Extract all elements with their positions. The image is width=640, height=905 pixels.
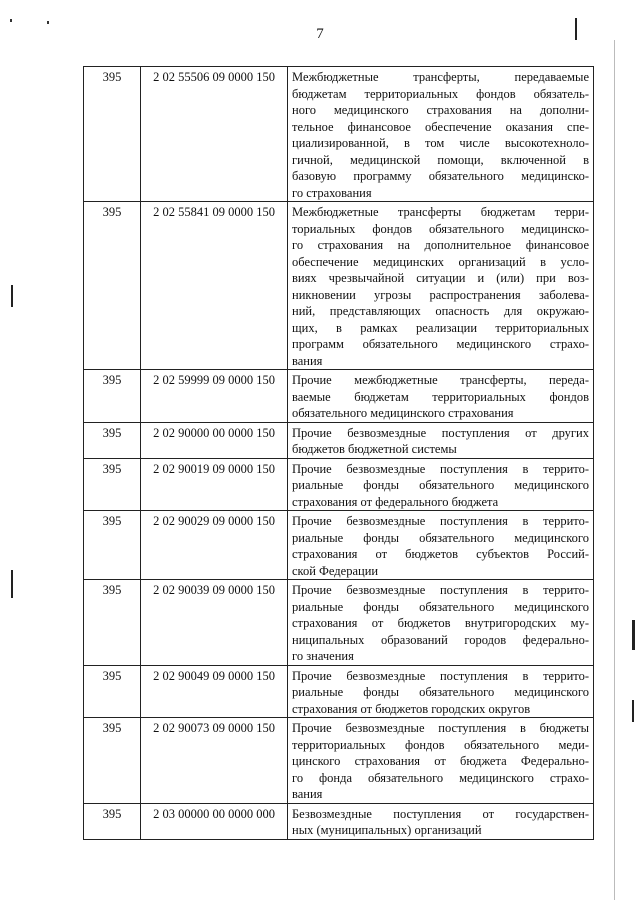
- description-line: ного медицинского страхования на дополни-: [292, 103, 589, 117]
- description-line: го страхования: [292, 185, 372, 200]
- admin-code-cell: 395: [84, 665, 141, 718]
- description-cell: [288, 422, 594, 458]
- table-row: [84, 718, 594, 804]
- description-line: Межбюджетные трансферты бюджетам терри-: [292, 205, 589, 219]
- description-line: Прочие безвозмездные поступления от других: [292, 425, 589, 440]
- description-line: ных (муниципальных) организаций: [292, 823, 482, 837]
- description-line: ской Федерации: [292, 563, 379, 578]
- description-line: ториальных фондов обязательного медицинско-: [292, 221, 589, 236]
- description-line: Прочие безвозмездные поступления в террито-: [292, 461, 589, 476]
- description-line: го фонда обязательного медицинского страхо-: [292, 770, 589, 785]
- description-line: риальные фонды обязательного медицинского: [292, 685, 589, 699]
- description-line: страхования от бюджетов городских округов: [292, 701, 531, 716]
- description-line: вания: [292, 787, 323, 801]
- description-cell: [288, 718, 594, 804]
- description-line: Прочие безвозмездные поступления в террито-: [292, 583, 589, 597]
- table-row: [84, 422, 594, 458]
- description-cell: [288, 202, 594, 370]
- table-row: [84, 580, 594, 666]
- table-row: [84, 202, 594, 370]
- description-line: страхования от федерального бюджета: [292, 494, 499, 509]
- description-line: обеспечение медицинских организаций в усло-: [292, 254, 589, 269]
- table-row: [84, 458, 594, 511]
- description-cell: [288, 370, 594, 423]
- description-line: Прочие безвозмездные поступления в террито-: [292, 668, 589, 683]
- budget-classification-code-cell: 2 02 59999 09 0000 150: [141, 370, 288, 423]
- description-line: программ обязательного медицинского страхо-: [292, 337, 589, 351]
- description-line: Прочие безвозмездные поступления в бюджеты: [292, 721, 589, 735]
- budget-classification-code-cell: 2 02 55841 09 0000 150: [141, 202, 288, 370]
- description-cell: [288, 580, 594, 666]
- budget-classification-code-cell: 2 02 90029 09 0000 150: [141, 511, 288, 580]
- budget-classification-code-cell: 2 02 90049 09 0000 150: [141, 665, 288, 718]
- admin-code-cell: 395: [84, 370, 141, 423]
- description-line: страхования от бюджетов субъектов Россий-: [292, 547, 589, 561]
- description-line: го страхования на дополнительное финансовое: [292, 238, 589, 252]
- scan-edge-mark: [632, 700, 634, 722]
- description-cell: [288, 665, 594, 718]
- budget-codes-table: [83, 66, 594, 840]
- table-body: [84, 67, 594, 840]
- description-line: виях чрезвычайной ситуации и (или) при воз-: [292, 271, 589, 285]
- scan-speck: [10, 19, 12, 22]
- budget-classification-code-cell: 2 02 90000 00 0000 150: [141, 422, 288, 458]
- description-line: Прочие безвозмездные поступления в террито-: [292, 514, 589, 528]
- admin-code-cell: 395: [84, 458, 141, 511]
- admin-code-cell: 395: [84, 67, 141, 202]
- scan-edge-mark: [632, 620, 635, 650]
- description-line: го значения: [292, 649, 354, 663]
- table-row: [84, 511, 594, 580]
- description-line: страхования от бюджетов внутригородских му-: [292, 616, 589, 630]
- table-row: [84, 370, 594, 423]
- budget-classification-code-cell: 2 02 90039 09 0000 150: [141, 580, 288, 666]
- description-line: ниципальных образований городов федерально-: [292, 632, 589, 647]
- description-line: бюджетов бюджетной системы: [292, 442, 457, 456]
- description-line: ваемые бюджетам территориальных фондов: [292, 389, 589, 404]
- description-line: Прочие межбюджетные трансферты, переда-: [292, 373, 589, 387]
- admin-code-cell: 395: [84, 718, 141, 804]
- scan-edge-mark: [11, 285, 13, 307]
- admin-code-cell: 395: [84, 422, 141, 458]
- description-cell: [288, 67, 594, 202]
- admin-code-cell: 395: [84, 580, 141, 666]
- description-line: щих, в рамках реализации территориальных: [292, 320, 589, 335]
- page-number: 7: [316, 26, 324, 42]
- description-line: риальные фонды обязательного медицинского: [292, 478, 589, 492]
- description-line: бюджетам территориальных фондов обязатель-: [292, 86, 589, 101]
- budget-classification-code-cell: 2 03 00000 00 0000 000: [141, 803, 288, 839]
- description-line: тельное финансовое обеспечение оказания спе-: [292, 119, 589, 134]
- admin-code-cell: 395: [84, 803, 141, 839]
- description-line: циализированной, в том числе высокотехноло-: [292, 136, 589, 150]
- scan-speck: [47, 21, 49, 24]
- description-line: обязательного медицинского страхования: [292, 406, 514, 420]
- description-line: никновении угрозы распространения заболева-: [292, 287, 589, 302]
- description-line: ний, представляющих опасность для окружаю-: [292, 304, 589, 318]
- admin-code-cell: 395: [84, 511, 141, 580]
- scan-edge-mark: [614, 40, 615, 900]
- budget-classification-code-cell: 2 02 90019 09 0000 150: [141, 458, 288, 511]
- table-row: [84, 67, 594, 202]
- description-line: риальные фонды обязательного медицинского: [292, 530, 589, 545]
- budget-classification-code-cell: 2 02 90073 09 0000 150: [141, 718, 288, 804]
- description-line: Безвозмездные поступления от государствен-: [292, 806, 589, 821]
- description-line: территориальных фондов обязательного меди-: [292, 737, 589, 752]
- description-line: базовую программу обязательного медицинско-: [292, 169, 589, 183]
- description-line: Межбюджетные трансферты, передаваемые: [292, 70, 589, 84]
- description-line: вания: [292, 353, 323, 368]
- budget-classification-code-cell: 2 02 55506 09 0000 150: [141, 67, 288, 202]
- description-cell: [288, 458, 594, 511]
- description-line: гичной, медицинской помощи, включенной в: [292, 152, 589, 167]
- description-line: цинского страхования от бюджета Федерально-: [292, 754, 589, 768]
- table-row: [84, 803, 594, 839]
- description-cell: [288, 511, 594, 580]
- description-line: риальные фонды обязательного медицинского: [292, 599, 589, 614]
- description-cell: [288, 803, 594, 839]
- table-row: [84, 665, 594, 718]
- admin-code-cell: 395: [84, 202, 141, 370]
- scan-edge-mark: [11, 570, 13, 598]
